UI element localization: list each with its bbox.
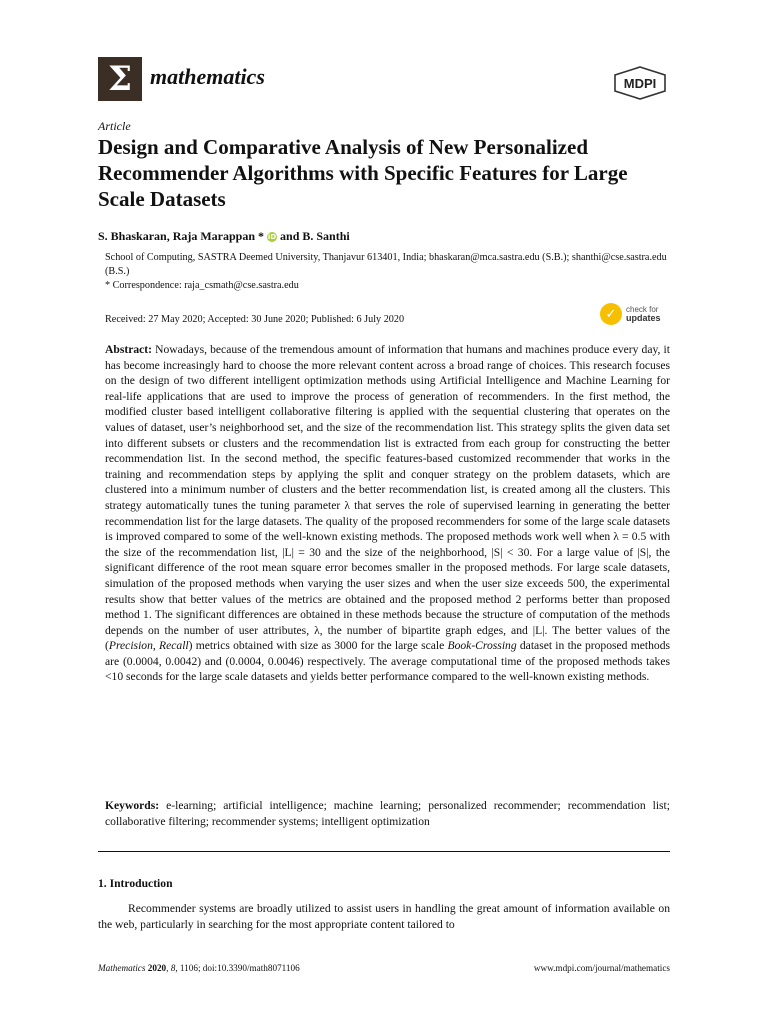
affiliation-line: School of Computing, SASTRA Deemed University, Thanjavur 613401, India; bhaskaran@mca.sastra.edu (S.B.); shanthi@cse.sastra.edu (B.S.) [105, 252, 667, 277]
article-type: Article [98, 119, 131, 133]
abstract-dataset-name: Book-Crossing [447, 639, 517, 653]
keywords-text: e-learning; artificial intelligence; machine learning; personalized recommender; recommendation list; collaborative filtering; recommender systems; intelligent optimization [105, 799, 670, 828]
publication-dates: Received: 27 May 2020; Accepted: 30 June 2020; Published: 6 July 2020 [105, 314, 405, 325]
abstract-text-2: ) metrics obtained with size as 3000 for the large scale [188, 639, 448, 653]
footer-journal: Mathematics [98, 963, 146, 973]
check-updates-line1: check for [626, 305, 659, 314]
abstract [105, 342, 670, 685]
footer-volume: 8 [170, 963, 176, 973]
keywords-label: Keywords: [105, 799, 160, 812]
check-updates-line2: updates [626, 313, 661, 323]
section-divider [98, 851, 670, 852]
mdpi-logo-icon [612, 66, 668, 100]
abstract-comma: , [152, 639, 160, 653]
abstract-label: Abstract: [105, 343, 153, 356]
section-body: Recommender systems are broadly utilized to assist users in handling the great amount of information available on the web, particularly in searching for the most appropriate content tailored to [98, 902, 670, 931]
footer-year: 2020 [147, 963, 167, 973]
footer-doi: , 1106; doi:10.3390/math8071106 [175, 963, 300, 973]
orcid-icon[interactable]: iD [267, 232, 277, 241]
journal-url-link[interactable]: www.mdpi.com/journal/mathematics [533, 963, 670, 973]
citation-footer: Mathematics 2020, 8, 1106; doi:10.3390/math8071106 [98, 963, 300, 973]
publisher-logo-text: MDPI [623, 76, 657, 91]
authors-part-2: and B. Santhi [280, 229, 350, 243]
abstract-recall: Recall [159, 639, 189, 653]
author-list [98, 229, 350, 244]
abstract-text-1: Nowadays, because of the tremendous amount of information that humans and machines produce every day, it has become increasingly hard to choose the more relevant content across a broad range of choices. This research focuses on the design of two different intelligent optimization methods using Artificial Intelligence and Machine Learning for real-life applications that are used to improve the process of generation of recommenders. In the first method, the modified cluster based intelligent collaborative filtering is applied with the sequential clustering that operates on the values of dataset, user’s neighborhood set, and the size of the recommendation list. This strategy splits the given data set into different subsets or clusters and the recommendation list is extracted from each group for constructing the better recommendation list. In the second method, the specific features-based customized recommender that works in the training and recommendation steps by applying the split and conquer strategy on the problem datasets, which are clustered into a minimum number of clusters and the better recommendation list, is created among all the clusters. This strategy automatically tunes the tuning parameter λ that serves the role of supervised learning in generating the better recommendation list for the large datasets. The quality of the proposed recommenders for some of the large scale datasets is improved compared to some of the well-known existing methods. The proposed methods work well when λ = 0.5 with the size of the recommendation list, |L| = 30 and the size of the neighborhood, |S| < 30. For a large value of |S|, the significant difference of the root mean square error becomes smaller in the proposed methods. For large scale datasets, simulation of the proposed methods when varying the user sizes and when the user size exceeds 500, the experimental results show that better values of the metrics are obtained and the proposed method 2 performs better than proposed method 1. The significant differences are obtained in these methods because the structure of computation of the methods depends on the number of user attributes, λ, the number of bipartite graph edges, and |L|. The better values of the ( [105, 343, 670, 653]
authors-part-1: S. Bhaskaran, Raja Marappan * [98, 229, 265, 243]
keywords [105, 798, 670, 830]
abstract-precision: Precision [108, 639, 153, 653]
journal-logo-icon [98, 57, 142, 101]
journal-logo-glyph: Σ [107, 59, 133, 99]
abstract-text-3: dataset in the proposed methods are (0.0004, 0.0042) and (0.0004, 0.0046) respectively. The average computational time of the proposed methods takes <10 seconds for the large scale datasets and yields better performance compared to the well-known existing methods. [105, 639, 670, 684]
section-heading: 1. Introduction [98, 877, 173, 890]
check-updates-text [626, 305, 661, 323]
paper-title: Design and Comparative Analysis of New Personalized Recommender Algorithms with Specific Features for Large Scale Datasets [98, 135, 628, 211]
affiliation [105, 251, 675, 293]
check-for-updates-button[interactable] [600, 303, 661, 325]
journal-name: mathematics [150, 64, 265, 89]
check-updates-icon: ✓ [600, 303, 622, 325]
correspondence-line: * Correspondence: raja_csmath@cse.sastra.edu [105, 280, 299, 291]
